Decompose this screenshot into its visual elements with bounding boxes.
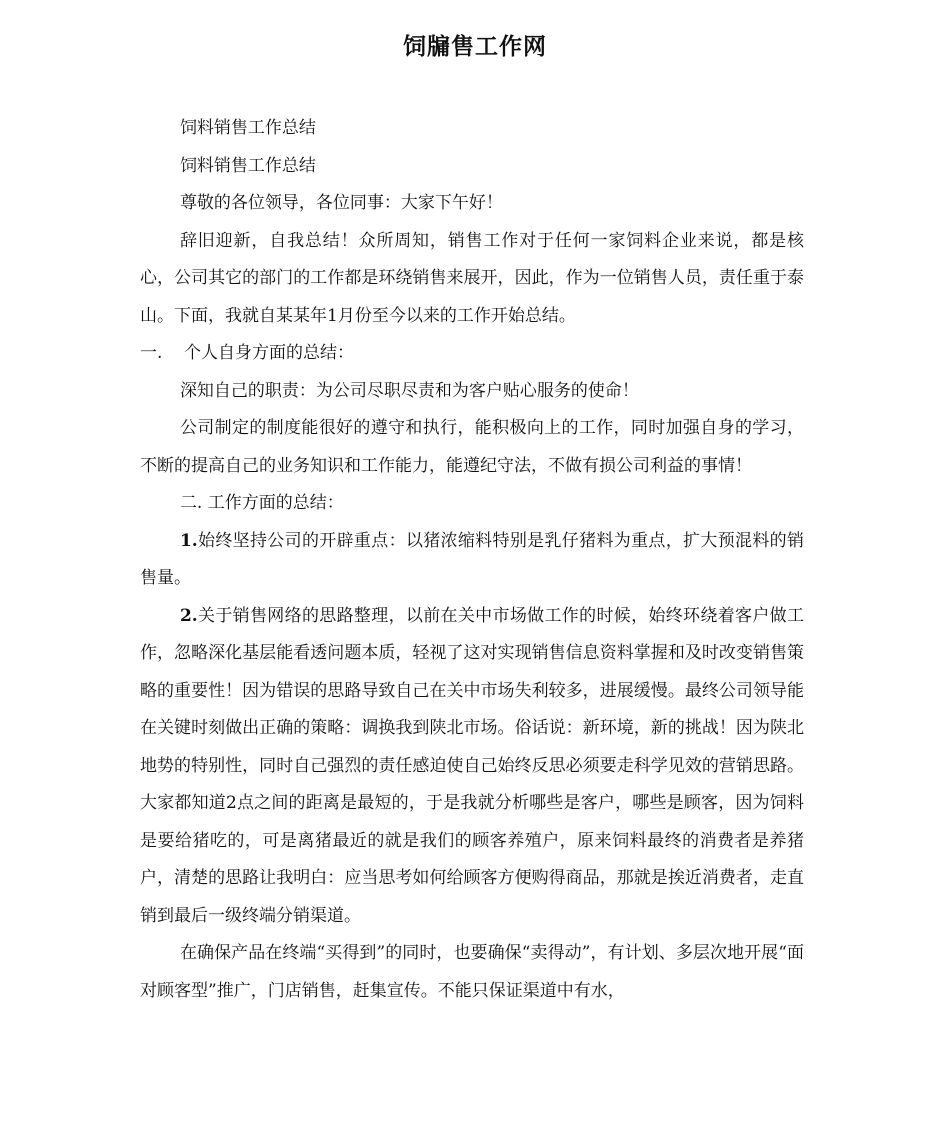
greeting-paragraph: 尊敬的各位领导，各位同事：大家下午好！ bbox=[179, 193, 503, 213]
list-item-two bbox=[140, 598, 804, 936]
discipline-paragraph: 公司制定的制度能很好的遵守和执行，能积极向上的工作，同时加强自身的学习，不断的提高自己的业务知识和工作能力，能遵纪守法，不做有损公司利益的事情！ bbox=[140, 418, 804, 476]
section-heading-work: 二. 工作方面的总结： bbox=[179, 493, 344, 513]
intro-paragraph: 辞旧迎新，自我总结！众所周知，销售工作对于任何一家饲料企业来说，都是核心，公司其它的部门的工作都是环绕销售来展开，因此，作为一位销售人员，责任重于泰山。下面，我就自某某年1月份至今以来的工作开始总结。 bbox=[140, 230, 804, 326]
doc-subtitle-line: 饲料销售工作总结 bbox=[179, 155, 316, 176]
list-item-text: 关于销售网络的思路整理，以前在关中市场做工作的时候，始终环绕着客户做工作，忽略深化基层能看透问题本质，轻视了这对实现销售信息资料掌握和及时改变销售策略的重要性！因为错误的思路导致自己在关中市场失利较多，进展缓慢。最终公司领导能在关键时刻做出正确的策略：调换我到陕北市场。俗话说：新环境，新的挑战！因为陕北地势的特别性，同时自己强烈的责任感迫使自己始终反思必须要走科学见效的营销思路。大家都知道2点之间的距离是最短的，于是我就分析哪些是客户，哪些是顾客，因为饲料是要给猪吃的，可是离猪最近的就是我们的顾客养殖户，原来饲料最终的消费者是养猪户，清楚的思路让我明白：应当思考如何给顾客方便购得商品，那就是挨近消费者，走直销到最后一级终端分销渠道。 bbox=[140, 605, 804, 926]
terminal-sales-paragraph: 在确保产品在终端“买得到”的同时，也要确保“卖得动”，有计划、多层次地开展“面对顾客型”推广，门店销售，赶集宣传。不能只保证渠道中有水， bbox=[140, 943, 804, 1001]
list-item-one bbox=[140, 523, 804, 598]
document-body bbox=[140, 110, 804, 1010]
list-item-number: 1. bbox=[179, 530, 198, 551]
section-heading-text: 个人自身方面的总结： bbox=[184, 343, 354, 363]
section-heading-personal bbox=[140, 335, 804, 373]
doc-title-line: 饲料销售工作总结 bbox=[179, 118, 316, 138]
list-item-number: 2. bbox=[179, 605, 198, 626]
list-item-text: 始终坚持公司的开辟重点：以猪浓缩料特别是乳仔猪料为重点，扩大预混料的销售量。 bbox=[140, 530, 804, 588]
page-header-title: 饲牖售工作网 bbox=[403, 34, 547, 60]
duty-paragraph: 深知自己的职责：为公司尽职尽责和为客户贴心服务的使命！ bbox=[179, 380, 639, 401]
section-number: 一. bbox=[140, 343, 163, 363]
